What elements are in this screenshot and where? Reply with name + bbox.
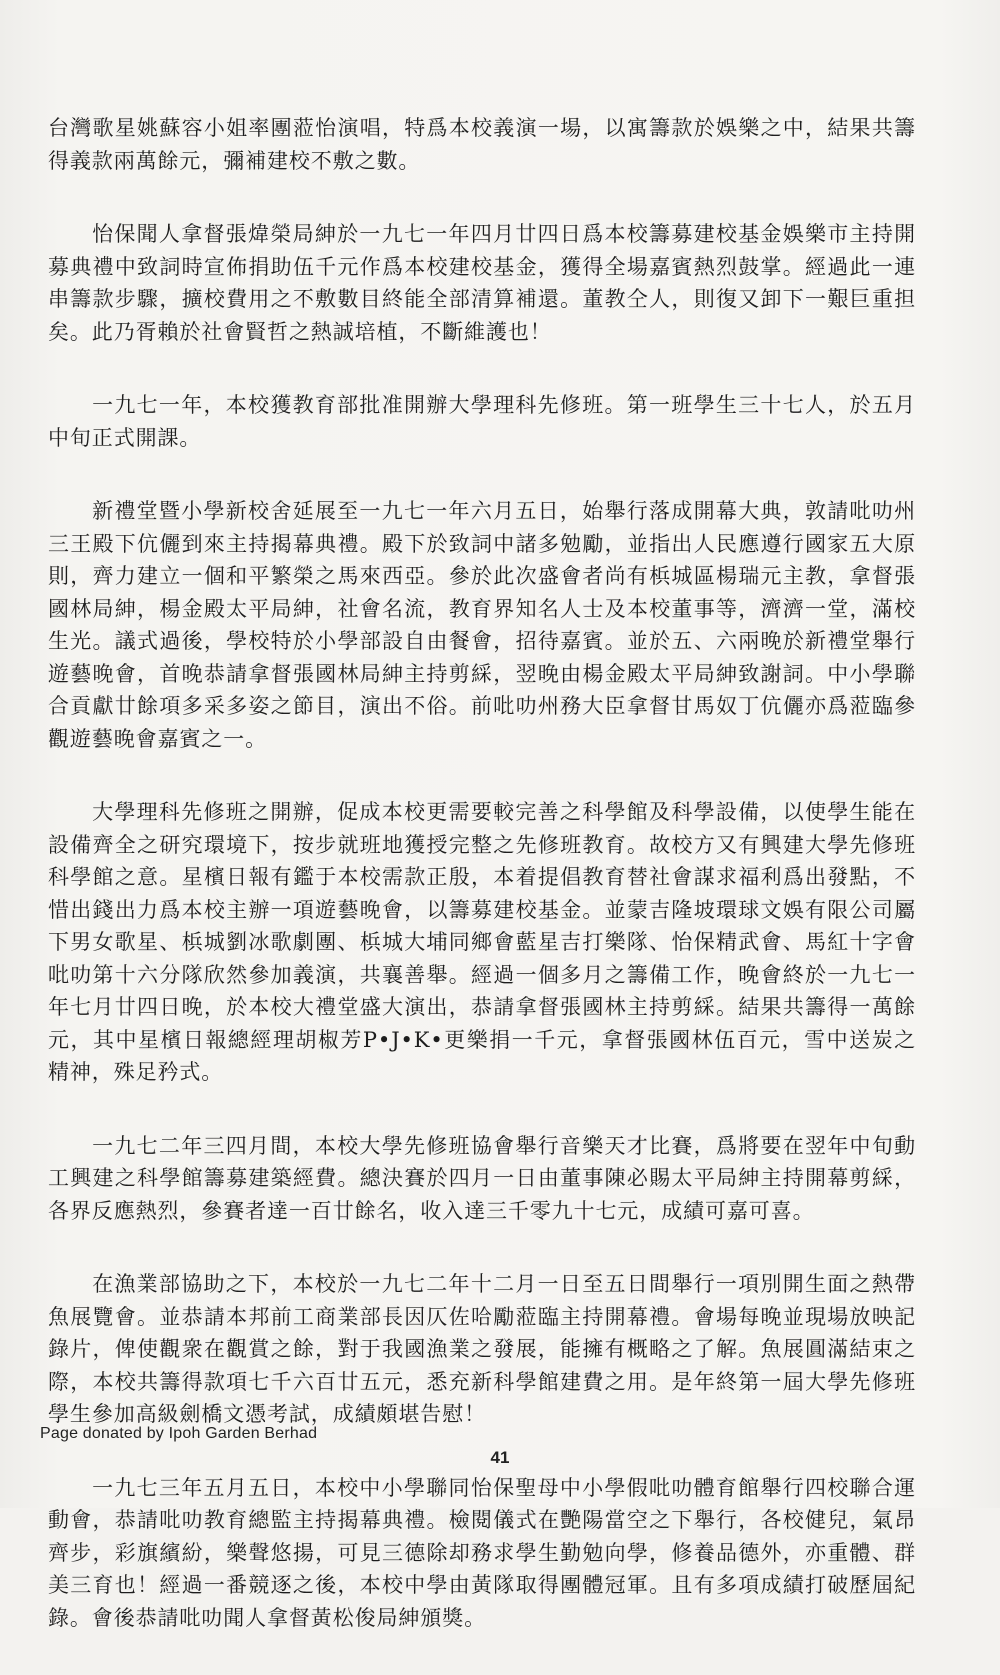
paragraph-1: 台灣歌星姚蘇容小姐率團蒞怡演唱，特爲本校義演一場，以寓籌款於娛樂之中，結果共籌得義款兩萬餘元，彌補建校不敷之數。	[48, 116, 916, 173]
paragraph-2: 怡保聞人拿督張煒榮局紳於一九七一年四月廿四日爲本校籌募建校基金娛樂市主持開募典禮中致詞時宣佈捐助伍千元作爲本校建校基金，獲得全場嘉賓熱烈鼓掌。經過此一連串籌款步驟，擴校費用之不敷數目終能全部清算補還。董教仝人，則復又卸下一艱巨重担矣。此乃胥賴於社會賢哲之熱誠培植，不斷維護也！	[48, 222, 916, 344]
paragraph-3: 一九七一年，本校獲教育部批准開辦大學理科先修班。第一班學生三十七人，於五月中旬正式開課。	[48, 393, 916, 450]
paragraph-5: 大學理科先修班之開辦，促成本校更需要較完善之科學館及科學設備，以使學生能在設備齊全之研究環境下，按步就班地獲授完整之先修班教育。故校方又有興建大學先修班科學館之意。星檳日報有鑑于本校需款正殷，本着提倡教育替社會謀求福利爲出發點，不惜出錢出力爲本校主辦一項遊藝晚會，以籌募建校基金。並蒙吉隆坡環球文娛有限公司屬下男女歌星、梹城劉冰歌劇團、梹城大埔同鄉會藍星吉打樂隊、怡保精武會、馬紅十字會吡叻第十六分隊欣然參加義演，共襄善舉。經過一個多月之籌備工作，晚會終於一九七一年七月廿四日晚，於本校大禮堂盛大演出，恭請拿督張國林主持剪綵。結果共籌得一萬餘元，其中星檳日報總經理胡椒芳P•J•K•更樂捐一千元，拿督張國林伍百元，雪中送炭之精神，殊足矜式。	[48, 800, 916, 1084]
page-number: 41	[490, 1448, 510, 1467]
paragraph-8: 一九七三年五月五日，本校中小學聯同怡保聖母中小學假吡叻體育館舉行四校聯合運動會，恭請吡叻教育總監主持揭幕典禮。檢閱儀式在艷陽當空之下舉行，各校健兒，氣昂齊步，彩旗繽紛，樂聲悠揚，可見三德除却務求學生勤勉向學，修養品德外，亦重體、群美三育也！經過一番競逐之後，本校中學由黃隊取得團體冠軍。且有多項成績打破歷屆紀錄。會後恭請吡叻聞人拿督黃松俊局紳頒獎。	[48, 1475, 916, 1630]
paragraph-7: 在漁業部協助之下，本校於一九七二年十二月一日至五日間舉行一項別開生面之熱帶魚展覽會。並恭請本邦前工商業部長因仄佐哈勵蒞臨主持開幕禮。會場每晚並現場放映記錄片，俾使觀衆在觀賞之餘，對于我國漁業之發展，能擁有概略之了解。魚展圓滿結束之際，本校共籌得款項七千六百廿五元，悉充新科學館建費之用。是年終第一屆大學先修班學生參加高級劍橋文憑考試，成績頗堪告慰！	[48, 1272, 916, 1426]
donor-footnote: Page donated by Ipoh Garden Berhad	[40, 1425, 318, 1442]
paragraph-6: 一九七二年三四月間，本校大學先修班協會舉行音樂天才比賽，爲將要在翌年中旬動工興建之科學館籌募建築經費。總決賽於四月一日由董事陳必賜太平局紳主持開幕剪綵，各界反應熱烈，參賽者達一百廿餘名，收入達三千零九十七元，成績可嘉可喜。	[48, 1133, 916, 1223]
paragraph-4: 新禮堂暨小學新校舍延展至一九七一年六月五日，始舉行落成開幕大典，敦請吡叻州三王殿下伉儷到來主持揭幕典禮。殿下於致詞中諸多勉勵，並指出人民應遵行國家五大原則，齊力建立一個和平繁榮之馬來西亞。參於此次盛會者尚有梹城區楊瑞元主教，拿督張國林局紳，楊金殿太平局紳，社會名流，教育界知名人士及本校董事等，濟濟一堂，滿校生光。議式過後，學校特於小學部設自由餐會，招待嘉賓。並於五、六兩晚於新禮堂舉行遊藝晚會，首晚恭請拿督張國林局紳主持剪綵，翌晚由楊金殿太平局紳致謝詞。中小學聯合貢獻廿餘項多采多姿之節目，演出不俗。前吡叻州務大臣拿督甘馬奴丁伉儷亦爲蒞臨參觀遊藝晚會嘉賓之一。	[48, 499, 916, 751]
